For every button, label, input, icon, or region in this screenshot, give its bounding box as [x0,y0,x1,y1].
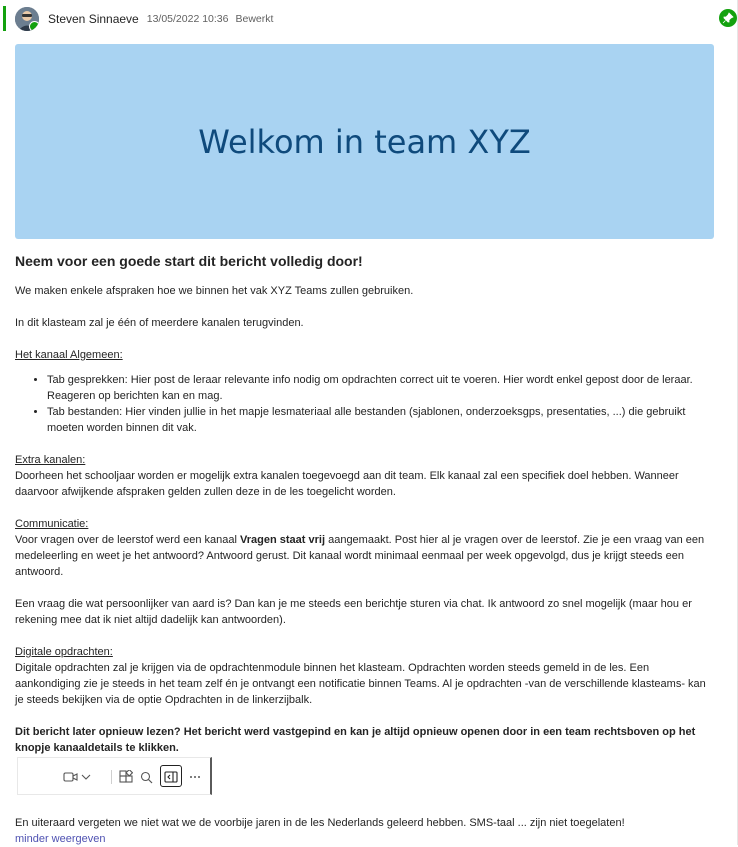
banner-title: Welkom in team XYZ [198,122,531,161]
communication-section [15,516,715,580]
presence-available-icon [29,21,39,31]
show-less-link[interactable]: minder weergeven [15,833,106,845]
pinned-accent-bar [3,6,6,31]
digital-assignments-section [15,644,715,708]
extra-channels-section [15,452,715,500]
list-item: • Tab gesprekken: Hier post de leraar relevante info nodig om opdrachten correct uit te voeren. Hier wordt enkel gepost door de leraar. Reageren op berichten kan en mag. [47,372,715,404]
edited-label: Bewerkt [235,13,274,25]
pinned-note [15,724,715,756]
avatar[interactable] [15,7,39,31]
channel-toolbar-screenshot [17,757,212,795]
video-icon [63,769,79,785]
list-item: • Tab bestanden: Hier vinden jullie in het mapje lesmateriaal alle bestanden (sjablonen, onderzoeksgps, presentaties, ...) die gebruikt moeten worden binnen dit vak. [47,404,715,436]
apps-icon [119,769,133,785]
communication-heading: Communicatie: [15,518,89,530]
communication-text-part: Voor vragen over de leerstof werd een kanaal [15,534,241,546]
message-timestamp: 13/05/2022 10:36 [146,13,229,25]
message-body [15,252,715,847]
intro-text-2: In dit klasteam zal je één of meerdere kanalen terugvinden. [15,317,304,329]
closing-text: En uiteraard vergeten we niet wat we de voorbije jaren in de les Nederlands geleerd hebben. SMS-taal ... zijn niet toegelaten! [15,817,625,829]
digital-assignments-text: Digitale opdrachten zal je krijgen via de opdrachtenmodule binnen het klasteam. Opdrachten worden steeds gemeld in de les. Een aankondiging zie je steeds in het team zelf én je ontvangt een notificatie binnen Teams. Al je opdrachten -van de verschillende klasteams- kan je steeds bekijken via de optie Opdrachten in de linkerzijbalk. [15,662,706,706]
general-channel-heading: Het kanaal Algemeen: [15,349,123,361]
channel-details-icon [164,769,178,785]
post-heading: Neem voor een goede start dit bericht volledig door! [15,253,363,269]
digital-assignments-heading: Digitale opdrachten: [15,646,113,658]
communication-text-part: aangemaakt. Post hier al je vragen over de leerstof. Zie je een vraag van een medeleerling en weet je het antwoord? Antwoord gerust. Dit kanaal wordt minimaal eenmaal per week opgevolgd, dus je krijgt steeds een antwoord. [15,534,705,578]
extra-channels-text: Doorheen het schooljaar worden er mogelijk extra kanalen toegevoegd aan dit team. Elk kanaal zal een specifiek doel hebben. Wanneer daarvoor afwijkende afspraken gelden zullen deze in de les toegelicht worden. [15,470,679,498]
intro-text-1: We maken enkele afspraken hoe we binnen het vak XYZ Teams zullen gebruiken. [15,285,414,297]
welcome-banner-image [15,44,714,239]
pinned-note-text: Dit bericht later opnieuw lezen? Het bericht werd vastgepind en kan je altijd opnieuw openen door in een team rechtsboven op het knopje kanaaldetails te klikken. [15,726,696,754]
general-channel-list [15,372,715,436]
author-name[interactable]: Steven Sinnaeve [48,12,139,26]
message-header [15,6,273,32]
toolbar-divider [111,770,112,784]
search-icon [140,769,153,785]
more-icon [189,769,201,785]
pin-icon[interactable] [719,9,737,27]
extra-channels-heading: Extra kanalen: [15,454,86,466]
personal-question-text: Een vraag die wat persoonlijker van aard is? Dan kan je me steeds een berichtje sturen via chat. Ik antwoord zo snel mogelijk (maar hou er rekening mee dat ik niet altijd dadelijk kan antwoorden). [15,598,692,626]
communication-text [15,532,715,580]
chevron-down-icon [81,769,91,785]
channel-name-bold: Vragen staat vrij [240,534,326,546]
